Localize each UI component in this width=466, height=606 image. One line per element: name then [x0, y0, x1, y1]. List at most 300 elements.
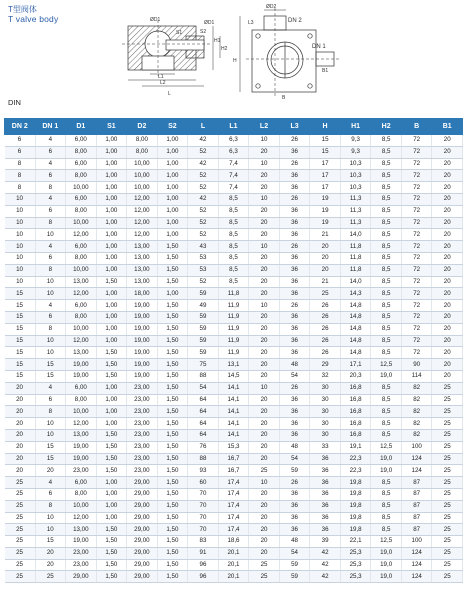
table-cell: 1,50: [157, 488, 188, 500]
table-cell: 26: [279, 158, 310, 170]
table-cell: 88: [188, 453, 219, 465]
table-cell: 20: [5, 394, 36, 406]
table-cell: 15,3: [218, 441, 249, 453]
table-cell: 20: [5, 418, 36, 430]
table-cell: 8,5: [371, 477, 402, 489]
table-cell: 14,8: [340, 347, 371, 359]
table-cell: 20: [249, 182, 280, 194]
table-cell: 10: [35, 288, 66, 300]
table-cell: 36: [279, 264, 310, 276]
table-cell: 20: [432, 229, 463, 241]
table-cell: 36: [279, 311, 310, 323]
table-cell: 22,3: [340, 465, 371, 477]
table-cell: 23,00: [127, 418, 158, 430]
table-cell: 25: [432, 418, 463, 430]
table-cell: 20: [432, 300, 463, 312]
table-cell: 8,5: [218, 205, 249, 217]
table-cell: 20: [432, 135, 463, 147]
table-row: [5, 547, 463, 559]
table-cell: 7,4: [218, 182, 249, 194]
table-cell: 20: [432, 335, 463, 347]
table-cell: 1,00: [96, 300, 127, 312]
table-cell: 25: [432, 488, 463, 500]
table-cell: 8,00: [66, 488, 97, 500]
table-cell: 20: [432, 182, 463, 194]
table-cell: 20: [249, 276, 280, 288]
table-cell: 23,00: [127, 429, 158, 441]
table-cell: 8,5: [371, 205, 402, 217]
table-cell: 10: [249, 193, 280, 205]
table-cell: 14,8: [340, 335, 371, 347]
table-cell: 8,00: [66, 170, 97, 182]
table-cell: 36: [279, 229, 310, 241]
table-cell: 8,5: [371, 500, 402, 512]
table-cell: 19,8: [340, 524, 371, 536]
table-cell: 8,5: [218, 217, 249, 229]
table-cell: 72: [401, 182, 432, 194]
table-cell: 26: [310, 335, 341, 347]
table-cell: 10: [5, 252, 36, 264]
column-header: L: [188, 119, 219, 135]
table-cell: 36: [279, 170, 310, 182]
table-cell: 96: [188, 559, 219, 571]
label-s1: S1: [176, 30, 183, 36]
table-cell: 18,6: [218, 536, 249, 548]
table-cell: 87: [401, 524, 432, 536]
table-cell: 6: [35, 146, 66, 158]
table-cell: 1,00: [96, 477, 127, 489]
table-cell: 1,50: [157, 264, 188, 276]
table-cell: 8,5: [218, 252, 249, 264]
table-cell: 25: [432, 382, 463, 394]
table-cell: 14,1: [218, 382, 249, 394]
table-cell: 8: [5, 158, 36, 170]
table-cell: 25: [432, 477, 463, 489]
table-cell: 114: [401, 370, 432, 382]
table-cell: 20: [432, 347, 463, 359]
table-cell: 8,00: [66, 394, 97, 406]
table-cell: 93: [188, 465, 219, 477]
table-cell: 10: [5, 229, 36, 241]
table-cell: 64: [188, 406, 219, 418]
table-cell: 6: [35, 394, 66, 406]
section-label: DIN: [8, 98, 21, 107]
column-header: H2: [371, 119, 402, 135]
table-cell: 8,00: [66, 311, 97, 323]
table-header-row: [5, 119, 463, 135]
table-cell: 72: [401, 252, 432, 264]
table-cell: 20: [310, 264, 341, 276]
table-cell: 25: [432, 394, 463, 406]
table-cell: 124: [401, 571, 432, 583]
table-cell: 1,50: [157, 477, 188, 489]
table-cell: 7,4: [218, 170, 249, 182]
table-cell: 36: [279, 217, 310, 229]
table-cell: 20: [432, 370, 463, 382]
table-cell: 25: [5, 477, 36, 489]
table-cell: 20: [249, 547, 280, 559]
table-cell: 25: [35, 571, 66, 583]
table-cell: 25: [5, 571, 36, 583]
table-cell: 6: [35, 488, 66, 500]
table-cell: 1,00: [157, 217, 188, 229]
table-cell: 8,5: [218, 193, 249, 205]
table-cell: 1,00: [96, 488, 127, 500]
table-cell: 1,00: [157, 135, 188, 147]
column-header: H: [310, 119, 341, 135]
table-cell: 17: [310, 170, 341, 182]
table-row: [5, 382, 463, 394]
table-cell: 70: [188, 512, 219, 524]
table-cell: 1,50: [157, 359, 188, 371]
table-cell: 6: [5, 146, 36, 158]
table-cell: 8,5: [371, 146, 402, 158]
table-cell: 30: [310, 429, 341, 441]
table-row: [5, 241, 463, 253]
table-cell: 13,00: [127, 264, 158, 276]
table-cell: 29,00: [127, 524, 158, 536]
table-cell: 8,5: [371, 394, 402, 406]
table-row: [5, 217, 463, 229]
table-cell: 15: [5, 359, 36, 371]
table-row: [5, 323, 463, 335]
table-cell: 19,00: [127, 347, 158, 359]
column-header: B: [401, 119, 432, 135]
table-cell: 19: [310, 193, 341, 205]
table-cell: 15: [5, 300, 36, 312]
table-cell: 82: [401, 418, 432, 430]
table-cell: 14,3: [340, 288, 371, 300]
table-cell: 10: [35, 524, 66, 536]
table-cell: 88: [188, 370, 219, 382]
table-row: [5, 465, 463, 477]
table-cell: 36: [279, 394, 310, 406]
table-cell: 42: [310, 547, 341, 559]
table-row: [5, 512, 463, 524]
table-cell: 19,1: [340, 441, 371, 453]
table-cell: 10: [35, 335, 66, 347]
table-cell: 11,9: [218, 347, 249, 359]
table-cell: 25: [5, 512, 36, 524]
table-cell: 20: [5, 465, 36, 477]
table-cell: 1,50: [157, 500, 188, 512]
table-cell: 1,50: [157, 276, 188, 288]
table-cell: 20: [35, 547, 66, 559]
table-cell: 23,00: [66, 547, 97, 559]
table-cell: 25: [5, 524, 36, 536]
table-cell: 42: [188, 193, 219, 205]
table-cell: 30: [310, 394, 341, 406]
table-cell: 8,5: [371, 135, 402, 147]
table-cell: 30: [310, 418, 341, 430]
table-cell: 25: [432, 547, 463, 559]
table-cell: 20: [249, 418, 280, 430]
table-cell: 20: [249, 406, 280, 418]
table-cell: 52: [188, 217, 219, 229]
table-cell: 29,00: [127, 559, 158, 571]
table-cell: 20: [249, 488, 280, 500]
table-cell: 36: [279, 146, 310, 158]
table-cell: 20: [249, 441, 280, 453]
table-cell: 72: [401, 205, 432, 217]
table-cell: 23,00: [66, 559, 97, 571]
table-cell: 15: [35, 359, 66, 371]
table-cell: 52: [188, 276, 219, 288]
table-cell: 8,5: [218, 229, 249, 241]
table-cell: 39: [310, 536, 341, 548]
table-cell: 13,00: [66, 524, 97, 536]
table-cell: 25: [5, 536, 36, 548]
table-cell: 17,4: [218, 500, 249, 512]
table-cell: 14,1: [218, 394, 249, 406]
table-cell: 20: [310, 252, 341, 264]
table-cell: 1,50: [96, 370, 127, 382]
table-cell: 1,50: [157, 347, 188, 359]
table-cell: 8,5: [371, 429, 402, 441]
table-cell: 22,1: [340, 536, 371, 548]
table-cell: 20: [432, 276, 463, 288]
table-cell: 29: [310, 359, 341, 371]
table-cell: 8: [5, 182, 36, 194]
table-cell: 23,00: [127, 441, 158, 453]
table-cell: 8,5: [371, 418, 402, 430]
table-cell: 1,00: [96, 229, 127, 241]
table-cell: 16,8: [340, 394, 371, 406]
table-row: [5, 135, 463, 147]
table-cell: 8,5: [371, 512, 402, 524]
table-cell: 48: [279, 359, 310, 371]
table-cell: 8,00: [66, 205, 97, 217]
table-cell: 8,00: [127, 135, 158, 147]
table-cell: 10: [249, 241, 280, 253]
table-cell: 10,00: [66, 217, 97, 229]
table-cell: 17,1: [340, 359, 371, 371]
table-cell: 70: [188, 524, 219, 536]
table-cell: 36: [279, 182, 310, 194]
table-cell: 29,00: [127, 536, 158, 548]
table-cell: 25: [432, 465, 463, 477]
table-cell: 1,00: [96, 288, 127, 300]
table-cell: 23,00: [127, 453, 158, 465]
label-h2: H2: [221, 46, 228, 52]
table-cell: 36: [279, 418, 310, 430]
table-cell: 14,0: [340, 229, 371, 241]
table-cell: 43: [188, 241, 219, 253]
table-cell: 1,50: [157, 465, 188, 477]
table-cell: 1,50: [157, 370, 188, 382]
table-cell: 12,00: [66, 229, 97, 241]
table-cell: 8,5: [371, 217, 402, 229]
table-cell: 1,50: [157, 311, 188, 323]
table-cell: 10: [35, 429, 66, 441]
table-cell: 36: [310, 524, 341, 536]
table-cell: 12,5: [371, 441, 402, 453]
table-cell: 10,00: [66, 323, 97, 335]
table-row: [5, 429, 463, 441]
table-cell: 10: [35, 229, 66, 241]
table-cell: 19,8: [340, 477, 371, 489]
table-cell: 6,00: [66, 477, 97, 489]
table-cell: 83: [188, 536, 219, 548]
table-cell: 8,5: [371, 347, 402, 359]
table-cell: 4: [35, 135, 66, 147]
label-l: L: [168, 91, 171, 97]
table-cell: 72: [401, 229, 432, 241]
table-cell: 59: [279, 559, 310, 571]
table-cell: 29,00: [127, 547, 158, 559]
table-cell: 1,50: [96, 453, 127, 465]
table-cell: 9,3: [340, 135, 371, 147]
table-cell: 4: [35, 300, 66, 312]
table-row: [5, 229, 463, 241]
table-cell: 10,00: [66, 264, 97, 276]
table-cell: 18,00: [127, 288, 158, 300]
table-cell: 54: [188, 382, 219, 394]
table-cell: 48: [279, 441, 310, 453]
table-cell: 36: [279, 288, 310, 300]
table-cell: 87: [401, 512, 432, 524]
table-cell: 1,00: [96, 146, 127, 158]
column-header: D2: [127, 119, 158, 135]
table-cell: 1,00: [96, 170, 127, 182]
table-cell: 10: [5, 241, 36, 253]
table-cell: 72: [401, 158, 432, 170]
table-cell: 19,00: [127, 300, 158, 312]
table-cell: 10: [5, 205, 36, 217]
table-cell: 22,3: [340, 453, 371, 465]
table-cell: 72: [401, 335, 432, 347]
table-cell: 54: [279, 453, 310, 465]
table-cell: 19,0: [371, 571, 402, 583]
table-cell: 25: [432, 512, 463, 524]
table-cell: 23,00: [127, 394, 158, 406]
table-cell: 8,5: [371, 323, 402, 335]
table-cell: 72: [401, 170, 432, 182]
table-cell: 8,5: [371, 158, 402, 170]
table-cell: 1,50: [96, 524, 127, 536]
table-cell: 23,00: [127, 382, 158, 394]
table-cell: 13,00: [127, 241, 158, 253]
table-cell: 20: [35, 559, 66, 571]
table-cell: 29,00: [127, 512, 158, 524]
table-cell: 1,00: [96, 264, 127, 276]
table-cell: 20,1: [218, 571, 249, 583]
table-cell: 10: [5, 276, 36, 288]
table-cell: 26: [279, 300, 310, 312]
title-english: T valve body: [8, 14, 59, 24]
table-cell: 13,1: [218, 359, 249, 371]
table-cell: 100: [401, 536, 432, 548]
table-cell: 11,3: [340, 193, 371, 205]
table-cell: 1,50: [157, 394, 188, 406]
table-cell: 124: [401, 547, 432, 559]
table-cell: 70: [188, 500, 219, 512]
table-cell: 10: [35, 347, 66, 359]
table-cell: 10: [35, 418, 66, 430]
table-cell: 20,3: [340, 370, 371, 382]
table-cell: 20: [249, 335, 280, 347]
table-cell: 36: [310, 465, 341, 477]
table-cell: 20: [432, 264, 463, 276]
table-cell: 1,00: [96, 418, 127, 430]
table-cell: 52: [188, 205, 219, 217]
table-cell: 20: [35, 465, 66, 477]
title-chinese: T型阀体: [8, 5, 37, 14]
table-cell: 1,50: [157, 559, 188, 571]
table-cell: 20,1: [218, 547, 249, 559]
table-cell: 30: [310, 382, 341, 394]
table-cell: 10: [5, 193, 36, 205]
table-cell: 20: [432, 288, 463, 300]
table-cell: 1,50: [157, 547, 188, 559]
table-cell: 59: [279, 571, 310, 583]
table-cell: 8,5: [371, 300, 402, 312]
table-cell: 36: [279, 205, 310, 217]
table-cell: 72: [401, 135, 432, 147]
table-cell: 72: [401, 300, 432, 312]
table-cell: 20: [249, 311, 280, 323]
table-cell: 25: [432, 571, 463, 583]
table-cell: 1,50: [157, 536, 188, 548]
label-l2: L2: [160, 80, 166, 86]
table-cell: 25,3: [340, 571, 371, 583]
table-cell: 1,50: [157, 524, 188, 536]
table-cell: 52: [188, 146, 219, 158]
table-cell: 1,00: [157, 193, 188, 205]
table-cell: 20: [432, 146, 463, 158]
table-cell: 8,5: [218, 276, 249, 288]
table-cell: 19,00: [66, 453, 97, 465]
table-cell: 8,5: [371, 406, 402, 418]
column-header: B1: [432, 119, 463, 135]
table-cell: 26: [279, 477, 310, 489]
table-cell: 1,00: [157, 146, 188, 158]
table-cell: 96: [188, 571, 219, 583]
table-cell: 1,50: [157, 323, 188, 335]
table-row: [5, 300, 463, 312]
table-cell: 20: [249, 524, 280, 536]
table-cell: 4: [35, 382, 66, 394]
table-cell: 8,5: [371, 488, 402, 500]
table-cell: 64: [188, 394, 219, 406]
table-row: [5, 359, 463, 371]
table-cell: 1,00: [96, 205, 127, 217]
table-cell: 1,00: [157, 205, 188, 217]
table-cell: 19,00: [127, 370, 158, 382]
table-cell: 14,8: [340, 311, 371, 323]
table-cell: 10: [5, 217, 36, 229]
table-cell: 25: [5, 488, 36, 500]
table-cell: 20: [432, 252, 463, 264]
table-cell: 20: [249, 264, 280, 276]
table-cell: 82: [401, 382, 432, 394]
table-cell: 1,00: [157, 229, 188, 241]
table-cell: 20: [249, 453, 280, 465]
table-cell: 1,50: [157, 241, 188, 253]
table-cell: 14,1: [218, 406, 249, 418]
table-cell: 25: [432, 524, 463, 536]
table-cell: 19,8: [340, 500, 371, 512]
table-cell: 72: [401, 241, 432, 253]
table-cell: 8,5: [371, 193, 402, 205]
table-cell: 1,50: [157, 429, 188, 441]
table-cell: 20: [249, 170, 280, 182]
table-cell: 1,00: [96, 500, 127, 512]
table-row: [5, 406, 463, 418]
table-cell: 1,50: [96, 547, 127, 559]
table-cell: 20: [5, 453, 36, 465]
table-cell: 16,8: [340, 429, 371, 441]
